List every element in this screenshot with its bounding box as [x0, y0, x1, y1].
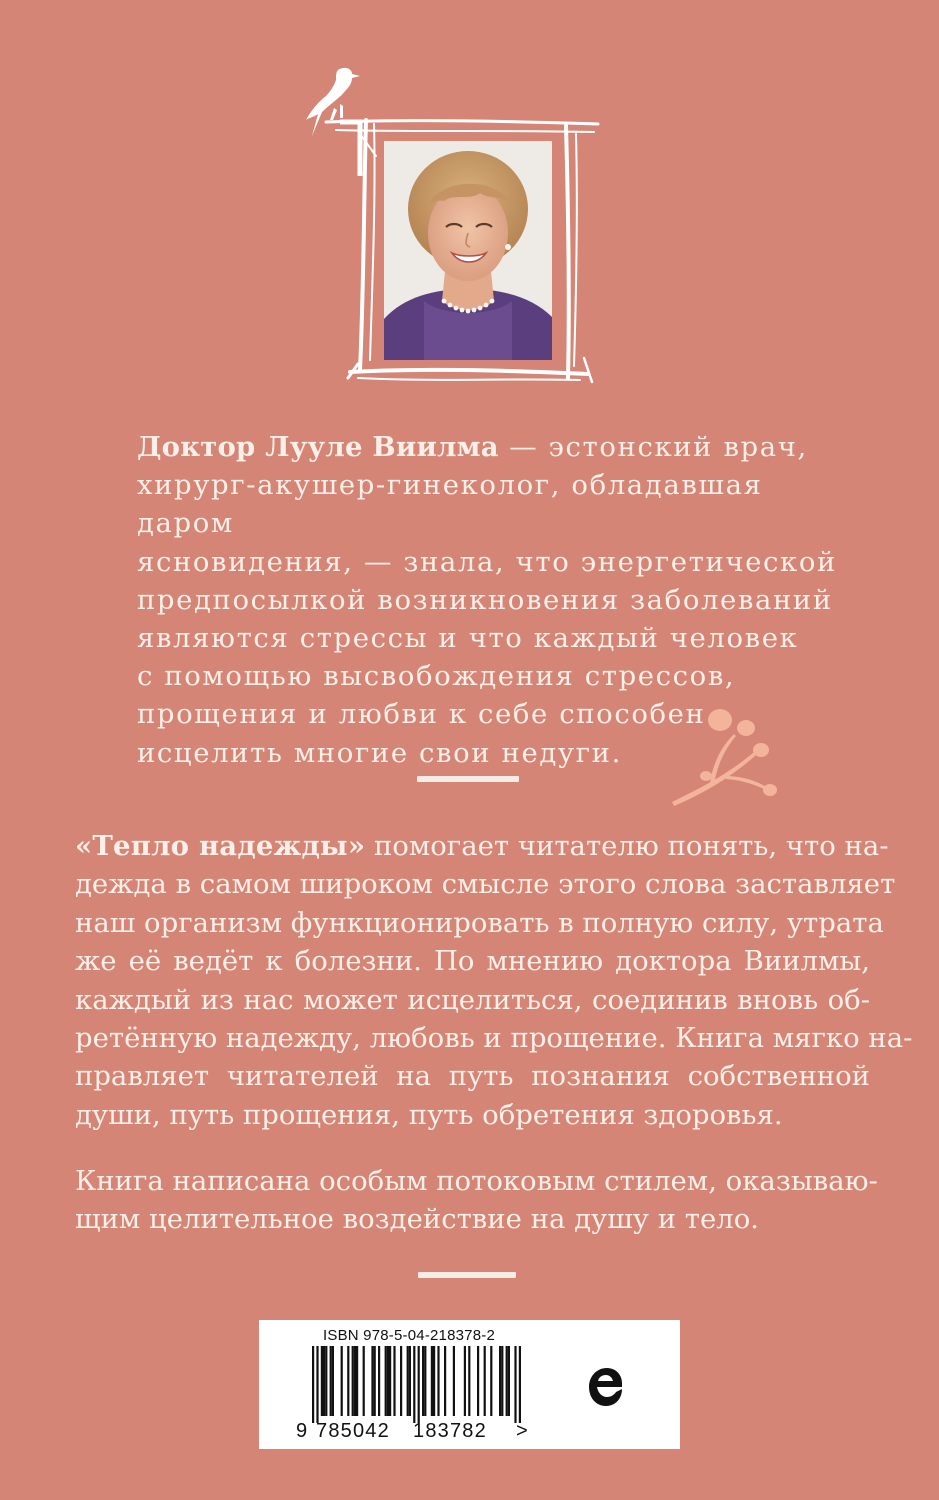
- barcode-bar: [413, 1346, 415, 1423]
- barcode-bar: [409, 1346, 411, 1416]
- barcode-digit-first: 9: [296, 1420, 309, 1442]
- barcode-bar: [490, 1346, 492, 1416]
- barcode-digits-left: 785042: [316, 1420, 390, 1442]
- note-line-2: щим целительное воздействие на душу и тело.: [75, 1203, 760, 1236]
- bio-line-3: ясновидения, — знала, что энергетической: [137, 545, 837, 578]
- barcode-quiet-arrow: >: [516, 1420, 529, 1442]
- barcode-bar: [514, 1346, 516, 1423]
- barcode-bar: [464, 1346, 466, 1416]
- book-title: «Тепло надежды»: [75, 830, 366, 862]
- barcode-bar: [499, 1346, 501, 1416]
- barcode-bar: [433, 1346, 435, 1416]
- author-name: Доктор Лууле Виилма: [137, 431, 499, 463]
- desc-line-8: души, путь прощения, путь обретения здоровья.: [75, 1098, 783, 1131]
- barcode-bar: [477, 1346, 479, 1416]
- barcode-bar: [385, 1346, 387, 1416]
- style-note: [75, 1162, 878, 1239]
- desc-line-4: же её ведёт к болезни. По мнению доктора Виилмы,: [75, 945, 870, 978]
- barcode-bar: [400, 1346, 402, 1416]
- barcode-bar: [418, 1346, 420, 1423]
- bio-line-7: прощения и любви к себе способен: [137, 698, 706, 731]
- bio-line-8: исцелить многие свои недуги.: [137, 736, 622, 769]
- desc-line-7: правляет читателей на путь познания собственной: [75, 1060, 870, 1093]
- barcode-bar: [332, 1346, 334, 1416]
- publisher-logo-icon: [582, 1363, 630, 1411]
- barcode-bar: [422, 1346, 424, 1416]
- section-divider: [417, 776, 519, 782]
- barcode-bar: [453, 1346, 455, 1416]
- section-divider: [418, 1272, 516, 1278]
- desc-line-1: «Тепло надежды» помогает читателю понять, что на-: [75, 830, 889, 862]
- bio-line-4: предпосылкой возникновения заболеваний: [137, 583, 833, 616]
- barcode-bar: [506, 1346, 508, 1416]
- barcode-bar: [431, 1346, 433, 1416]
- bio-line-6: с помощью высвобождения стрессов,: [137, 660, 736, 693]
- bio-line-2: хирург-акушер-гинеколог, обладавшая даром: [137, 469, 763, 540]
- barcode-bar: [393, 1346, 395, 1416]
- branch-icon: [666, 706, 778, 810]
- barcode-bar: [519, 1346, 521, 1423]
- desc-line-5: каждый из нас может исцелиться, соединив вновь об-: [75, 983, 870, 1016]
- barcode-bar: [325, 1346, 327, 1416]
- barcode-bar: [501, 1346, 503, 1416]
- barcode-bar: [407, 1346, 409, 1416]
- barcode-bar: [316, 1346, 318, 1423]
- barcode-bar: [484, 1346, 486, 1416]
- barcode-digits-right: 183782: [413, 1420, 487, 1442]
- barcode-bar: [321, 1346, 323, 1416]
- barcode-bar: [330, 1346, 332, 1416]
- desc-line-2: дежда в самом широком смысле этого слова заставляет: [75, 868, 896, 901]
- barcode-bar: [347, 1346, 349, 1416]
- barcode-bar: [378, 1346, 380, 1416]
- barcode: [296, 1346, 528, 1423]
- bio-line-5: являются стрессы и что каждый человек: [137, 622, 799, 655]
- barcode-bar: [508, 1346, 510, 1416]
- barcode-bar: [341, 1346, 343, 1416]
- barcode-bar: [323, 1346, 325, 1416]
- barcode-bar: [387, 1346, 389, 1416]
- barcode-bar: [424, 1346, 426, 1416]
- barcode-bar: [437, 1346, 439, 1416]
- barcode-bar: [352, 1346, 354, 1416]
- isbn-label: ISBN 978-5-04-218378-2: [323, 1327, 496, 1344]
- desc-line-3: наш организм функционировать в полную силу, утрата: [75, 906, 884, 939]
- desc-line-6: ретённую надежду, любовь и прощение. Книга мягко на-: [75, 1022, 913, 1055]
- barcode-bar: [371, 1346, 373, 1416]
- barcode-bar: [468, 1346, 470, 1416]
- barcode-bar: [312, 1346, 314, 1423]
- bio-line-1: — эстонский врач,: [498, 431, 808, 463]
- bird-icon: [306, 68, 360, 136]
- note-line-1: Книга написана особым потоковым стилем, оказываю-: [75, 1165, 878, 1197]
- barcode-bar: [444, 1346, 446, 1416]
- book-description: [75, 827, 913, 1134]
- barcode-bar: [354, 1346, 356, 1416]
- author-portrait: [384, 141, 552, 360]
- barcode-bar: [356, 1346, 358, 1416]
- barcode-bar: [363, 1346, 365, 1416]
- barcode-bar: [389, 1346, 391, 1416]
- barcode-bar: [374, 1346, 376, 1416]
